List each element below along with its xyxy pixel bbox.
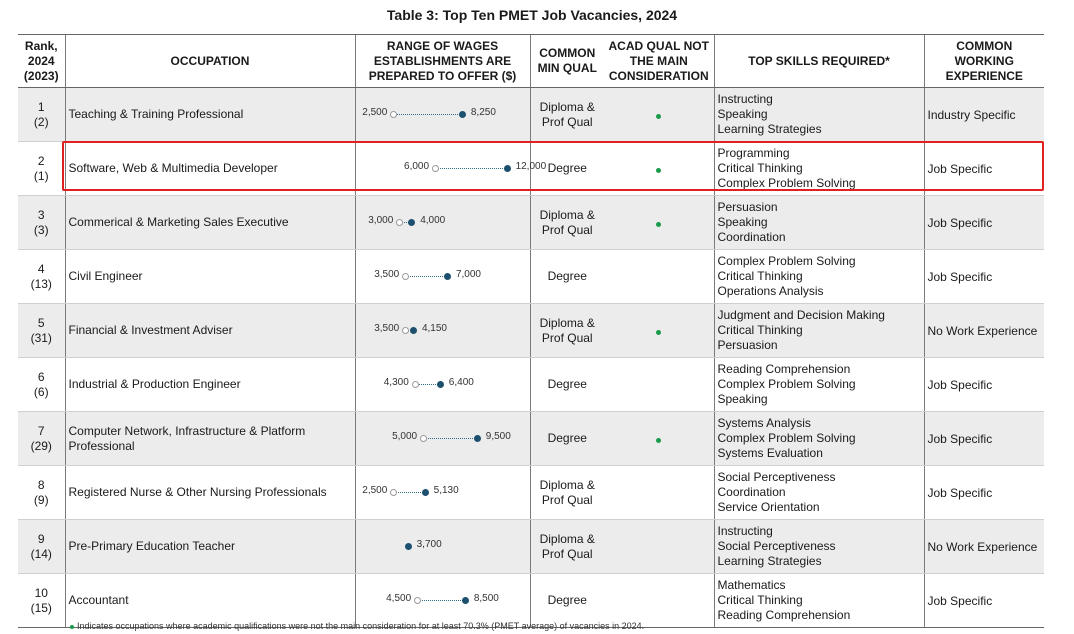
wage-range-line	[393, 492, 424, 493]
rank-header: Rank, 2024 (2023)	[18, 35, 65, 88]
wage-high-label: 9,500	[485, 431, 511, 442]
rank-2023: (13)	[30, 276, 52, 291]
min-qual-cell: Degree	[530, 250, 604, 304]
occupation-cell: Accountant	[65, 574, 355, 628]
skill-item: Coordination	[717, 485, 786, 499]
acad-legend-dot	[70, 625, 74, 629]
wage-range-cell	[355, 196, 530, 250]
acad-qual-cell	[604, 466, 714, 520]
working-experience-cell: Job Specific	[924, 574, 1044, 628]
rank-2024: 10	[34, 585, 48, 600]
rank-cell	[18, 142, 65, 196]
skill-item: Critical Thinking	[717, 593, 803, 607]
acad-qual-cell	[604, 358, 714, 412]
acad-qual-cell	[604, 304, 714, 358]
acad-qual-cell	[604, 88, 714, 142]
occupation-cell: Commerical & Marketing Sales Executive	[65, 196, 355, 250]
wage-range-plot	[356, 574, 530, 627]
acad-qual-dot	[656, 438, 661, 443]
min-qual-cell: Degree	[530, 574, 604, 628]
wage-high-dot	[462, 597, 469, 604]
footnote-text: Indicates occupations where academic qualifications were not the main consideration for at least 70.3% (PMET average) of vacancies in 2024.	[77, 621, 645, 631]
skill-item: Operations Analysis	[717, 284, 824, 298]
skill-item: Complex Problem Solving	[717, 176, 856, 190]
rank-2023: (31)	[30, 330, 52, 345]
wage-high-dot	[437, 381, 444, 388]
wage-range-plot	[356, 412, 530, 465]
rank-2024: 7	[37, 423, 45, 438]
occupation-header: OCCUPATION	[65, 35, 355, 88]
wage-range-plot	[356, 358, 530, 411]
wage-low-label: 2,500	[362, 107, 388, 118]
skill-item: Critical Thinking	[717, 269, 803, 283]
skill-item: Critical Thinking	[717, 323, 803, 337]
working-experience-cell: No Work Experience	[924, 304, 1044, 358]
wage-range-cell	[355, 304, 530, 358]
rank-2024: 6	[37, 369, 45, 384]
wage-low-dot	[402, 327, 409, 334]
wage-high-dot	[410, 327, 417, 334]
wage-low-dot	[390, 489, 397, 496]
wage-range-cell	[355, 88, 530, 142]
wage-high-dot	[474, 435, 481, 442]
skill-item: Programming	[717, 146, 790, 160]
min-qual-cell: Diploma & Prof Qual	[530, 520, 604, 574]
highlight-box	[62, 141, 1044, 191]
wage-range-cell	[355, 412, 530, 466]
skill-item: Learning Strategies	[717, 554, 822, 568]
min-qual-cell: Diploma & Prof Qual	[530, 88, 604, 142]
acad-qual-cell	[604, 196, 714, 250]
top-skills-header: TOP SKILLS REQUIRED*	[714, 35, 924, 88]
skill-item: Critical Thinking	[717, 161, 803, 175]
rank-cell	[18, 466, 65, 520]
rank-2024: 1	[37, 99, 45, 114]
wage-high-dot	[459, 111, 466, 118]
wage-high-label: 7,000	[455, 269, 481, 280]
occupation-cell: Financial & Investment Adviser	[65, 304, 355, 358]
working-experience-cell: No Work Experience	[924, 520, 1044, 574]
occupation-cell: Computer Network, Infrastructure & Platform Professional	[65, 412, 355, 466]
skill-item: Reading Comprehension	[717, 608, 851, 622]
min-qual-header: COMMON MIN QUAL	[530, 35, 604, 88]
skill-item: Mathematics	[717, 578, 786, 592]
skill-item: Complex Problem Solving	[717, 431, 856, 445]
rank-2023: (29)	[30, 438, 52, 453]
min-qual-cell: Degree	[530, 412, 604, 466]
rank-2024: 5	[37, 315, 45, 330]
rank-cell	[18, 304, 65, 358]
wage-low-dot	[414, 597, 421, 604]
occupation-cell: Software, Web & Multimedia Developer	[65, 142, 355, 196]
table-row	[18, 196, 1044, 250]
wage-high-label: 3,700	[416, 539, 442, 550]
min-qual-cell: Diploma & Prof Qual	[530, 304, 604, 358]
wage-low-label: 5,000	[392, 431, 418, 442]
skill-item: Complex Problem Solving	[717, 254, 856, 268]
wage-low-label: 6,000	[404, 161, 430, 172]
wage-range-cell	[355, 358, 530, 412]
wage-high-dot	[444, 273, 451, 280]
skill-item: Reading Comprehension	[717, 362, 851, 376]
wage-range-line	[393, 114, 462, 115]
wage-range-plot	[356, 250, 530, 303]
table-row	[18, 574, 1044, 628]
working-experience-cell: Job Specific	[924, 142, 1044, 196]
acad-qual-dot	[656, 330, 661, 335]
wage-low-label: 4,300	[383, 377, 409, 388]
wage-high-dot	[422, 489, 429, 496]
wage-low-label: 4,500	[386, 593, 412, 604]
wage-low-label: 3,500	[374, 323, 400, 334]
occupation-cell: Pre-Primary Education Teacher	[65, 520, 355, 574]
wage-range-plot	[356, 304, 530, 357]
min-qual-cell: Degree	[530, 358, 604, 412]
working-experience-header: COMMON WORKING EXPERIENCE	[924, 35, 1044, 88]
rank-2023: (6)	[33, 384, 49, 399]
wage-low-dot	[412, 381, 419, 388]
rank-2023: (14)	[30, 546, 52, 561]
skills-cell	[714, 466, 924, 520]
rank-cell	[18, 358, 65, 412]
rank-2024: 3	[37, 207, 45, 222]
acad-qual-dot	[656, 114, 661, 119]
wage-high-label: 12,000	[515, 161, 547, 172]
rank-cell	[18, 196, 65, 250]
wage-low-dot	[390, 111, 397, 118]
wage-low-label: 3,000	[368, 215, 394, 226]
table-row	[18, 88, 1044, 142]
wage-high-dot	[405, 543, 412, 550]
rank-cell	[18, 88, 65, 142]
wage-high-dot	[408, 219, 415, 226]
occupation-cell: Industrial & Production Engineer	[65, 358, 355, 412]
wage-range-cell	[355, 574, 530, 628]
table-row	[18, 358, 1044, 412]
wage-range-plot	[356, 520, 530, 573]
rank-2024: 9	[37, 531, 45, 546]
skill-item: Systems Evaluation	[717, 446, 823, 460]
wage-low-dot	[402, 273, 409, 280]
skill-item: Persuasion	[717, 200, 778, 214]
skill-item: Persuasion	[717, 338, 778, 352]
skill-item: Speaking	[717, 392, 768, 406]
rank-cell	[18, 574, 65, 628]
skills-cell	[714, 520, 924, 574]
table-row	[18, 520, 1044, 574]
skill-item: Instructing	[717, 524, 773, 538]
occupation-cell: Registered Nurse & Other Nursing Professionals	[65, 466, 355, 520]
working-experience-cell: Job Specific	[924, 250, 1044, 304]
rank-2023: (1)	[33, 168, 49, 183]
skill-item: Complex Problem Solving	[717, 377, 856, 391]
wage-range-cell	[355, 520, 530, 574]
skills-cell	[714, 574, 924, 628]
wage-low-label: 2,500	[362, 485, 388, 496]
occupation-cell: Civil Engineer	[65, 250, 355, 304]
wage-range-line	[423, 438, 477, 439]
skill-item: Service Orientation	[717, 500, 820, 514]
wage-low-label: 3,500	[374, 269, 400, 280]
wage-high-label: 4,000	[420, 215, 446, 226]
skills-cell	[714, 250, 924, 304]
rank-cell	[18, 520, 65, 574]
skill-item: Social Perceptiveness	[717, 539, 836, 553]
skill-item: Systems Analysis	[717, 416, 811, 430]
wage-high-label: 8,500	[473, 593, 499, 604]
rank-2023: (15)	[30, 600, 52, 615]
wage-range-plot	[356, 196, 530, 249]
header-row	[18, 35, 1044, 88]
rank-cell	[18, 412, 65, 466]
acad-qual-cell	[604, 412, 714, 466]
table-row	[18, 304, 1044, 358]
skills-cell	[714, 88, 924, 142]
skill-item: Speaking	[717, 107, 768, 121]
vacancies-table	[18, 34, 1044, 628]
table-row	[18, 412, 1044, 466]
skill-item: Instructing	[717, 92, 773, 106]
skills-cell	[714, 196, 924, 250]
wage-low-dot	[396, 219, 403, 226]
rank-2023: (2)	[33, 114, 49, 129]
wage-range-header: RANGE OF WAGES ESTABLISHMENTS ARE PREPARED TO OFFER ($)	[355, 35, 530, 88]
wage-high-label: 5,130	[433, 485, 459, 496]
working-experience-cell: Industry Specific	[924, 88, 1044, 142]
wage-range-plot	[356, 88, 530, 141]
skill-item: Speaking	[717, 215, 768, 229]
wage-range-line	[405, 276, 447, 277]
acad-qual-header: ACAD QUAL NOT THE MAIN CONSIDERATION	[604, 35, 714, 88]
rank-2024: 8	[37, 477, 45, 492]
wage-range-cell	[355, 250, 530, 304]
wage-low-dot	[420, 435, 427, 442]
working-experience-cell: Job Specific	[924, 358, 1044, 412]
working-experience-cell: Job Specific	[924, 412, 1044, 466]
rank-2024: 4	[37, 261, 45, 276]
min-qual-cell: Diploma & Prof Qual	[530, 196, 604, 250]
skill-item: Judgment and Decision Making	[717, 308, 885, 322]
acad-qual-dot	[656, 222, 661, 227]
acad-qual-cell	[604, 520, 714, 574]
wage-high-label: 6,400	[448, 377, 474, 388]
skill-item: Social Perceptiveness	[717, 470, 836, 484]
acad-qual-cell	[604, 574, 714, 628]
rank-2024: 2	[37, 153, 45, 168]
wage-range-cell	[355, 466, 530, 520]
wage-high-label: 4,150	[421, 323, 447, 334]
footnote	[70, 621, 644, 631]
wage-range-plot	[356, 466, 530, 519]
table-row	[18, 250, 1044, 304]
min-qual-cell: Diploma & Prof Qual	[530, 466, 604, 520]
wage-range-line	[417, 600, 465, 601]
rank-2023: (9)	[33, 492, 49, 507]
skills-cell	[714, 412, 924, 466]
skill-item: Learning Strategies	[717, 122, 822, 136]
skill-item: Coordination	[717, 230, 786, 244]
rank-cell	[18, 250, 65, 304]
table-row	[18, 466, 1044, 520]
working-experience-cell: Job Specific	[924, 466, 1044, 520]
occupation-cell: Teaching & Training Professional	[65, 88, 355, 142]
working-experience-cell: Job Specific	[924, 196, 1044, 250]
rank-2023: (3)	[33, 222, 49, 237]
wage-high-label: 8,250	[470, 107, 496, 118]
acad-qual-cell	[604, 250, 714, 304]
table-title: Table 3: Top Ten PMET Job Vacancies, 2024	[386, 7, 678, 23]
min-qual-cell: Degree	[530, 142, 604, 196]
skills-cell	[714, 358, 924, 412]
skills-cell	[714, 304, 924, 358]
